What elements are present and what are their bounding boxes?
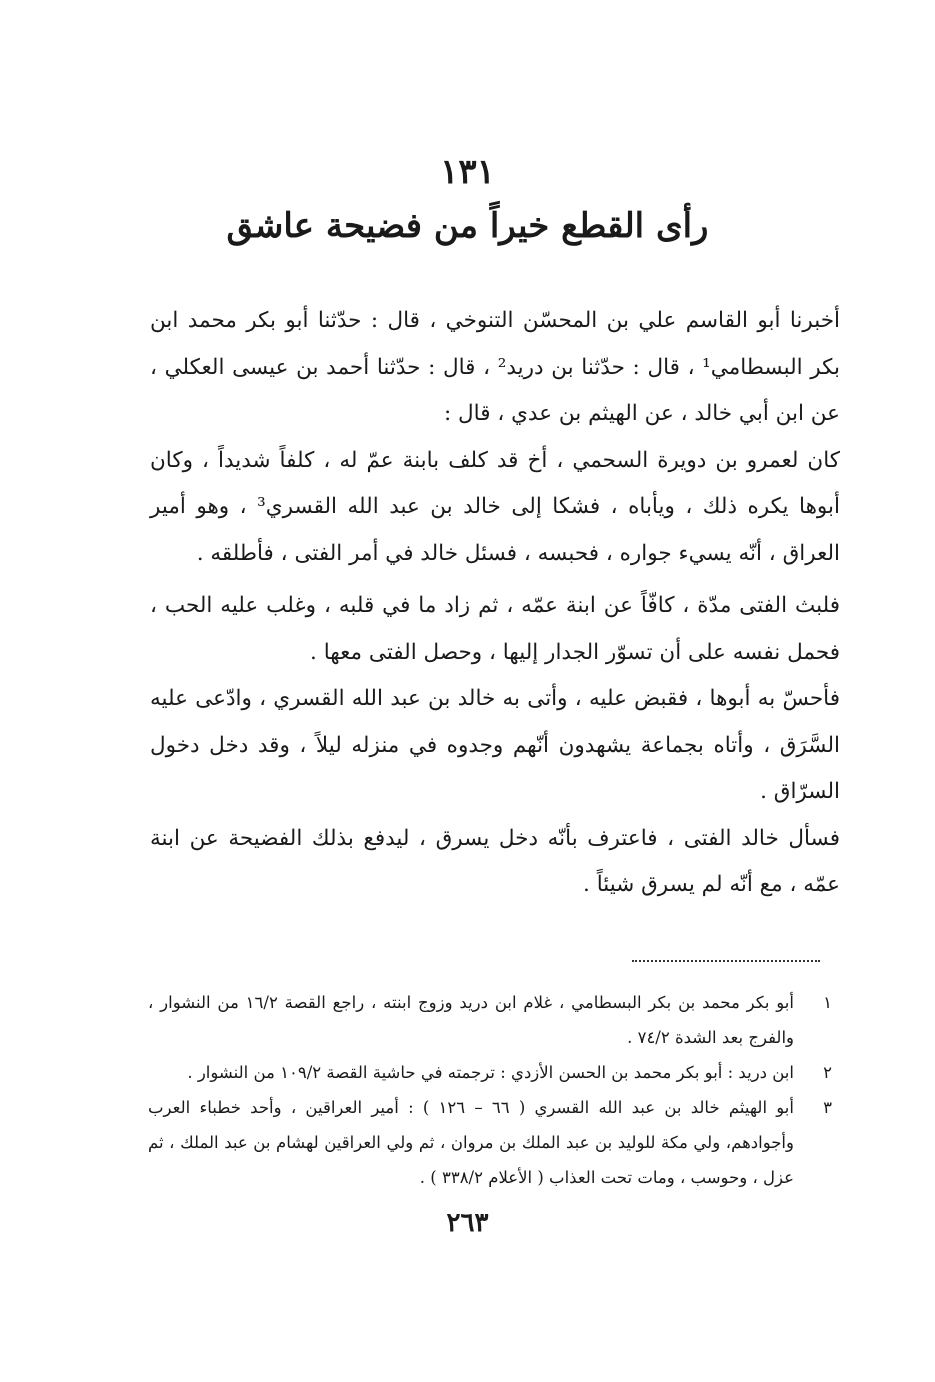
story-title: رأى القطع خيراً من فضيحة عاشق xyxy=(226,206,709,246)
body-text xyxy=(150,298,840,909)
paragraph-isnad: أخبرنا أبو القاسم علي بن المحسّن التنوخي ، قال : حدّثنا أبو بكر محمد ابن بكر البسطامي¹ ، قال : حدّثنا بن دريد² ، قال : حدّثنا أحمد بن عيسى العكلي ، عن ابن أبي خالد ، عن الهيثم بن عدي ، قال : xyxy=(150,308,840,426)
footnote-text: أبو بكر محمد بن بكر البسطامي ، غلام ابن دريد وزوج ابنته ، راجع القصة ١٦/٢ من النشوار ، والفرج بعد الشدة ٧٤/٢ . xyxy=(148,993,794,1047)
footnotes xyxy=(148,985,832,1195)
footnote xyxy=(148,985,832,1055)
story-number: ١٣١ xyxy=(440,152,495,192)
footnote-number: ١ xyxy=(823,993,832,1012)
footnote-text: ابن دريد : أبو بكر محمد بن الحسن الأزدي : ترجمته في حاشية القصة ١٠٩/٢ من النشوار . xyxy=(187,1063,794,1082)
paragraph: فلبث الفتى مدّة ، كافّاً عن ابنة عمّه ، ثم زاد ما في قلبه ، وغلب عليه الحب ، فحمل نفسه على أن تسوّر الجدار إليها ، وحصل الفتى معها . xyxy=(150,593,840,665)
footnote-text: أبو الهيثم خالد بن عبد الله القسري ( ٦٦ – ١٢٦ ) : أمير العراقين ، وأحد خطباء العرب وأجوادهم، ولي مكة للوليد بن عبد الملك بن مروان ، ثم ولي العراقين لهشام بن عبد الملك ، ثم عزل ، وحوسب ، ومات تحت العذاب ( الأعلام ٣٣٨/٢ ) . xyxy=(148,1098,794,1187)
paragraph: فأحسّ به أبوها ، فقبض عليه ، وأتى به خالد بن عبد الله القسري ، وادّعى عليه السَّرَق ، وأتاه بجماعة يشهدون أنّهم وجدوه في منزله ليلاً ، وقد دخل دخول السرّاق . xyxy=(150,686,840,804)
footnote-number: ٢ xyxy=(823,1063,832,1082)
paragraph: فسأل خالد الفتى ، فاعترف بأنّه دخل يسرق ، ليدفع بذلك الفضيحة عن ابنة عمّه ، مع أنّه لم يسرق شيئاً . xyxy=(150,825,840,897)
footnote-number: ٣ xyxy=(823,1098,832,1117)
page-number: ٢٦٣ xyxy=(446,1208,489,1238)
footnote xyxy=(148,1055,832,1090)
paragraph: كان لعمرو بن دويرة السحمي ، أخ قد كلف بابنة عمّ له ، كلفاً شديداً ، وكان أبوها يكره ذلك ، ويأباه ، فشكا إلى خالد بن عبد الله القسري³ ، وهو أمير العراق ، أنّه يسيء جواره ، فحبسه ، فسئل خالد في أمر الفتى ، فأطلقه . xyxy=(150,447,840,566)
footnote xyxy=(148,1090,832,1195)
footnote-separator xyxy=(632,960,820,962)
